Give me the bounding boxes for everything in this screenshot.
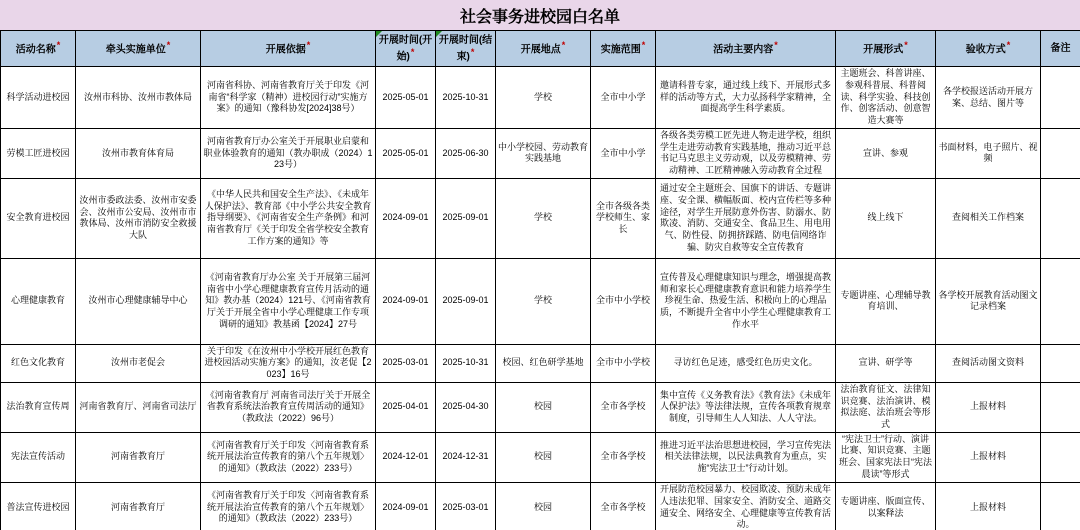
column-header-label: 验收方式 bbox=[965, 44, 1006, 56]
required-asterisk: * bbox=[56, 40, 61, 51]
cell-r3-c2[interactable]: 汝州市委政法委、汝州市安委会、汝州市公安局、汝州市市教体局、汝州市消防安全救援大队 bbox=[76, 178, 201, 258]
cell-r4-c5[interactable]: 2025-09-01 bbox=[436, 258, 496, 344]
cell-r4-c2[interactable]: 汝州市心理健康辅导中心 bbox=[76, 258, 201, 344]
cell-r1-c2[interactable]: 汝州市科协、汝州市教体局 bbox=[76, 67, 201, 129]
required-asterisk: * bbox=[410, 46, 415, 57]
cell-r3-c4[interactable]: 2024-09-01 bbox=[376, 178, 436, 258]
cell-r8-c10[interactable]: 上报材料 bbox=[936, 482, 1041, 530]
table-row bbox=[1, 482, 1080, 530]
cell-r1-c11[interactable] bbox=[1041, 67, 1080, 129]
column-header-label: 开展形式 bbox=[863, 44, 904, 56]
cell-r8-c3[interactable]: 《河南省教育厅关于印发〈河南省教育系统开展法治宣传教育的第八个五年规划〉的通知》（教政法（2022）233号） bbox=[201, 482, 376, 530]
cell-r2-c2[interactable]: 汝州市教育体育局 bbox=[76, 129, 201, 179]
cell-r6-c8[interactable]: 集中宣传《义务教育法》《教育法》《未成年人保护法》等法律法规，宣传各项教育规章制度，引导师生人人知法、人人守法。 bbox=[656, 382, 836, 432]
cell-r5-c3[interactable]: 关于印发《在汝州中小学校开展红色教育进校园活动实施方案》的通知，汝老促【2023】16号 bbox=[201, 344, 376, 382]
required-asterisk: * bbox=[470, 46, 475, 57]
cell-r2-c1[interactable]: 劳模工匠进校园 bbox=[1, 129, 76, 179]
column-header-2[interactable] bbox=[201, 31, 376, 67]
required-asterisk: * bbox=[166, 40, 171, 51]
table-row bbox=[1, 178, 1080, 258]
table-row bbox=[1, 344, 1080, 382]
column-header-label: 开展依据 bbox=[265, 44, 306, 56]
cell-r7-c1[interactable]: 宪法宣传活动 bbox=[1, 432, 76, 482]
required-asterisk: * bbox=[561, 40, 566, 51]
cell-corner-marker-icon bbox=[436, 31, 442, 37]
cell-r2-c11[interactable] bbox=[1041, 129, 1080, 179]
page-title: 社会事务进校园白名单 bbox=[0, 0, 1080, 30]
column-header-label: 开展时间(结束) bbox=[438, 34, 493, 63]
cell-r6-c7[interactable]: 全市各学校 bbox=[591, 382, 656, 432]
cell-r4-c7[interactable]: 全市中小学校 bbox=[591, 258, 656, 344]
cell-r8-c5[interactable]: 2025-03-01 bbox=[436, 482, 496, 530]
cell-r6-c4[interactable]: 2025-04-01 bbox=[376, 382, 436, 432]
column-header-4[interactable] bbox=[436, 31, 496, 67]
cell-r1-c4[interactable]: 2025-05-01 bbox=[376, 67, 436, 129]
cell-r3-c5[interactable]: 2025-09-01 bbox=[436, 178, 496, 258]
column-header-7[interactable] bbox=[656, 31, 836, 67]
cell-r3-c11[interactable] bbox=[1041, 178, 1080, 258]
column-header-label: 实施范围 bbox=[600, 44, 641, 56]
table-row bbox=[1, 67, 1080, 129]
cell-r8-c6[interactable]: 校园 bbox=[496, 482, 591, 530]
cell-r2-c8[interactable]: 各级各类劳模工匠先进人物走进学校，组织学生走进劳动教育实践基地，推动习近平总书记马克思主义劳动观，以及劳模精神、劳动精神、工匠精神融入劳动教育全过程 bbox=[656, 129, 836, 179]
table-row bbox=[1, 382, 1080, 432]
cell-r2-c6[interactable]: 中小学校园、劳动教育实践基地 bbox=[496, 129, 591, 179]
cell-r7-c9[interactable]: “宪法卫士”行动、演讲比赛、知识竞赛、主题班会、国家宪法日“宪法晨读”等形式 bbox=[836, 432, 936, 482]
cell-r4-c8[interactable]: 宣传普及心理健康知识与理念，增强提高教师和家长心理健康教育意识和能力培养学生珍视生命、热爱生活、积极向上的心理品质，不断提升全省中小学生心理健康教育工作水平 bbox=[656, 258, 836, 344]
cell-r1-c8[interactable]: 邀请科普专家，通过线上线下、开展形式多样的活动等方式，大力弘扬科学家精神，全面提高学生科学素质。 bbox=[656, 67, 836, 129]
column-header-10[interactable] bbox=[1041, 31, 1080, 67]
cell-r5-c9[interactable]: 宣讲、研学等 bbox=[836, 344, 936, 382]
cell-r7-c10[interactable]: 上报材料 bbox=[936, 432, 1041, 482]
cell-r2-c3[interactable]: 河南省教育厅办公室关于开展职业启蒙和职业体验教育的通知（教办职成（2024）123号） bbox=[201, 129, 376, 179]
cell-r6-c1[interactable]: 法治教育宣传周 bbox=[1, 382, 76, 432]
cell-r7-c11[interactable] bbox=[1041, 432, 1080, 482]
cell-r2-c10[interactable]: 书面材料，电子照片、视频 bbox=[936, 129, 1041, 179]
cell-r8-c7[interactable]: 全市各学校 bbox=[591, 482, 656, 530]
cell-r5-c8[interactable]: 寻访红色足迹，感受红色历史文化。 bbox=[656, 344, 836, 382]
column-header-label: 开展时间(开始) bbox=[378, 34, 433, 63]
cell-r1-c9[interactable]: 主题班会、科普讲座、参观科普展、科普阅读、科学实验、科技创作、创客活动、创意智造大赛等 bbox=[836, 67, 936, 129]
cell-r1-c3[interactable]: 河南省科协、河南省教育厅关于印发《河南省“科学家（精神）进校园行动”实施方案》的通知（豫科协发[2024]38号） bbox=[201, 67, 376, 129]
cell-r7-c8[interactable]: 推进习近平法治思想进校园，学习宣传宪法相关法律法规，以民法典教育为重点，实施“宪法卫士”行动计划。 bbox=[656, 432, 836, 482]
column-header-label: 备注 bbox=[1050, 43, 1071, 54]
required-asterisk: * bbox=[306, 40, 311, 51]
cell-r3-c9[interactable]: 线上线下 bbox=[836, 178, 936, 258]
cell-r1-c10[interactable]: 各学校报送活动开展方案、总结、图片等 bbox=[936, 67, 1041, 129]
cell-r3-c10[interactable]: 查阅相关工作档案 bbox=[936, 178, 1041, 258]
cell-r4-c9[interactable]: 专题讲座、心理辅导教育培训、 bbox=[836, 258, 936, 344]
required-asterisk: * bbox=[1006, 40, 1011, 51]
cell-r5-c5[interactable]: 2025-10-31 bbox=[436, 344, 496, 382]
column-header-label: 开展地点 bbox=[520, 44, 561, 56]
cell-r4-c3[interactable]: 《河南省教育厅办公室 关于开展第三届河南省中小学心理健康教育宣传月活动的通知》教办基（2024）121号、《河南省教育厅关于开展全省中小学心理健康工作专项调研的通知》教基函【2024】27号 bbox=[201, 258, 376, 344]
cell-r4-c1[interactable]: 心理健康教育 bbox=[1, 258, 76, 344]
required-asterisk: * bbox=[774, 40, 778, 51]
whitelist-table bbox=[0, 30, 1080, 530]
cell-r3-c8[interactable]: 通过安全主题班会、国旗下的讲话、专题讲座、安全课、横幅版面、校内宣传栏等多种途径，对学生开展防意外伤害、防溺水、防欺凌、消防、交通安全、食品卫生、用电用气、防性侵、防拥挤踩踏、防电信网络诈骗、防灾自救等安全宣传教育 bbox=[656, 178, 836, 258]
cell-r7-c2[interactable]: 河南省教育厅 bbox=[76, 432, 201, 482]
column-header-5[interactable] bbox=[496, 31, 591, 67]
cell-r5-c1[interactable]: 红色文化教育 bbox=[1, 344, 76, 382]
cell-r8-c1[interactable]: 普法宣传进校园 bbox=[1, 482, 76, 530]
cell-r2-c7[interactable]: 全市中小学 bbox=[591, 129, 656, 179]
cell-r6-c11[interactable] bbox=[1041, 382, 1080, 432]
cell-r5-c10[interactable]: 查阅活动图文资料 bbox=[936, 344, 1041, 382]
cell-r4-c10[interactable]: 各学校开展教育活动图文记录档案 bbox=[936, 258, 1041, 344]
cell-r1-c1[interactable]: 科学活动进校园 bbox=[1, 67, 76, 129]
cell-r3-c7[interactable]: 全市各级各类学校师生、家长 bbox=[591, 178, 656, 258]
cell-r1-c7[interactable]: 全市中小学 bbox=[591, 67, 656, 129]
column-header-3[interactable] bbox=[376, 31, 436, 67]
column-header-8[interactable] bbox=[836, 31, 936, 67]
cell-r4-c11[interactable] bbox=[1041, 258, 1080, 344]
table-row bbox=[1, 258, 1080, 344]
column-header-9[interactable] bbox=[936, 31, 1041, 67]
cell-r5-c7[interactable]: 全市中小学校 bbox=[591, 344, 656, 382]
cell-r3-c6[interactable]: 学校 bbox=[496, 178, 591, 258]
cell-r6-c10[interactable]: 上报材料 bbox=[936, 382, 1041, 432]
cell-r7-c4[interactable]: 2024-12-01 bbox=[376, 432, 436, 482]
cell-r7-c5[interactable]: 2024-12-31 bbox=[436, 432, 496, 482]
table-row bbox=[1, 129, 1080, 179]
cell-r6-c6[interactable]: 校园 bbox=[496, 382, 591, 432]
column-header-0[interactable] bbox=[1, 31, 76, 67]
required-asterisk: * bbox=[904, 40, 908, 51]
column-header-label: 活动主要内容 bbox=[713, 44, 774, 56]
table-row bbox=[1, 432, 1080, 482]
cell-r8-c9[interactable]: 专题讲座、版面宣传、以案释法 bbox=[836, 482, 936, 530]
cell-r6-c2[interactable]: 河南省教育厅、河南省司法厅 bbox=[76, 382, 201, 432]
cell-r7-c6[interactable]: 校园 bbox=[496, 432, 591, 482]
required-asterisk: * bbox=[641, 40, 646, 51]
cell-r5-c6[interactable]: 校园、红色研学基地 bbox=[496, 344, 591, 382]
cell-r8-c2[interactable]: 河南省教育厅 bbox=[76, 482, 201, 530]
cell-r6-c5[interactable]: 2025-04-30 bbox=[436, 382, 496, 432]
column-header-label: 活动名称 bbox=[15, 44, 56, 56]
cell-r2-c9[interactable]: 宣讲、参观 bbox=[836, 129, 936, 179]
cell-r2-c4[interactable]: 2025-05-01 bbox=[376, 129, 436, 179]
cell-r3-c1[interactable]: 安全教育进校园 bbox=[1, 178, 76, 258]
cell-r2-c5[interactable]: 2025-06-30 bbox=[436, 129, 496, 179]
cell-r5-c11[interactable] bbox=[1041, 344, 1080, 382]
cell-r6-c3[interactable]: 《河南省教育厅 河南省司法厅关于开展全省教育系统法治教育宣传周活动的通知》（教政法（2022）96号） bbox=[201, 382, 376, 432]
cell-r7-c7[interactable]: 全市各学校 bbox=[591, 432, 656, 482]
column-header-1[interactable] bbox=[76, 31, 201, 67]
column-header-label: 牵头实施单位 bbox=[105, 44, 166, 56]
cell-r4-c4[interactable]: 2024-09-01 bbox=[376, 258, 436, 344]
cell-r5-c4[interactable]: 2025-03-01 bbox=[376, 344, 436, 382]
cell-r8-c8[interactable]: 开展防范校园暴力、校园欺凌、预防未成年人违法犯罪、国家安全、消防安全、道路交通安全、网络安全、心理健康等宣传教育活动。 bbox=[656, 482, 836, 530]
cell-r7-c3[interactable]: 《河南省教育厅关于印发〈河南省教育系统开展法治宣传教育的第八个五年规划〉的通知》（教政法（2022）233号） bbox=[201, 432, 376, 482]
cell-r8-c11[interactable] bbox=[1041, 482, 1080, 530]
header-row bbox=[1, 31, 1080, 67]
cell-r4-c6[interactable]: 学校 bbox=[496, 258, 591, 344]
cell-r6-c9[interactable]: 法治教育征文、法律知识竞赛、法治演讲、模拟法庭、法治班会等形式 bbox=[836, 382, 936, 432]
cell-r1-c6[interactable]: 学校 bbox=[496, 67, 591, 129]
cell-r3-c3[interactable]: 《中华人民共和国安全生产法》、《未成年人保护法》、教育部《中小学公共安全教育指导纲要》、《河南省安全生产条例》和河南省教育厅《关于印发全省学校安全教育工作方案的通知》等 bbox=[201, 178, 376, 258]
cell-r5-c2[interactable]: 汝州市老促会 bbox=[76, 344, 201, 382]
cell-corner-marker-icon bbox=[376, 31, 382, 37]
column-header-6[interactable] bbox=[591, 31, 656, 67]
cell-r8-c4[interactable]: 2024-09-01 bbox=[376, 482, 436, 530]
cell-r1-c5[interactable]: 2025-10-31 bbox=[436, 67, 496, 129]
